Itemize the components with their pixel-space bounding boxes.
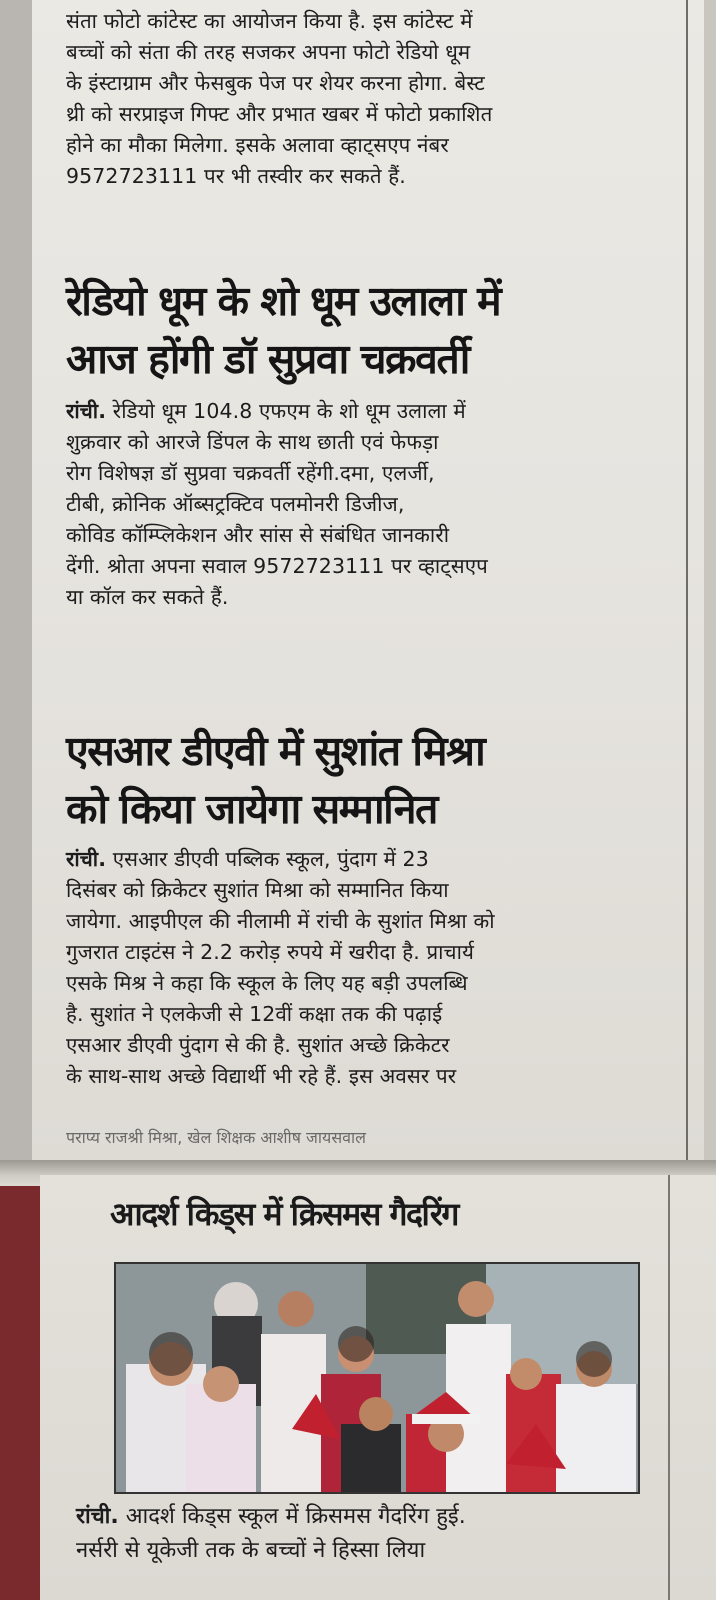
headline-line: एसआर डीएवी में सुशांत मिश्रा	[66, 727, 485, 775]
text-line: देंगी. श्रोता अपना सवाल 9572723111 पर व्हाट्सएप	[66, 554, 488, 578]
text-line: रेडियो धूम 104.8 एफएम के शो धूम उलाला में	[106, 399, 466, 423]
text-line: कोविड कॉम्प्लिकेशन और सांस से संबंधित जानकारी	[66, 523, 450, 547]
text-line: के इंस्टाग्राम और फेसबुक पेज पर शेयर करना होगा. बेस्ट	[66, 71, 485, 95]
column-rule	[686, 0, 688, 1170]
text-line: शुक्रवार को आरजे डिंपल के साथ छाती एवं फेफड़ा	[66, 430, 439, 454]
text-line: एसआर डीएवी पब्लिक स्कूल, पुंदाग में 23	[106, 847, 429, 871]
text-line: है. सुशांत ने एलकेजी से 12वीं कक्षा तक की पढ़ाई	[66, 1002, 443, 1026]
text-line: नर्सरी से यूकेजी तक के बच्चों ने हिस्सा लिया	[76, 1538, 426, 1563]
text-line: रोग विशेषज्ञ डॉ सुप्रवा चक्रवर्ती रहेंगी.दमा, एलर्जी,	[66, 461, 435, 485]
article-santa-contest	[66, 6, 666, 192]
text-line: के साथ-साथ अच्छे विद्यार्थी भी रहे हैं. इस अवसर पर	[66, 1064, 457, 1088]
text-line: गुजरात टाइटंस ने 2.2 करोड़ रुपये में खरीदा है. प्राचार्य	[66, 940, 474, 964]
text-line: एसके मिश्र ने कहा कि स्कूल के लिए यह बड़ी उपलब्धि	[66, 971, 468, 995]
article-radio-dhoom	[66, 272, 666, 613]
text-line: एसआर डीएवी पुंदाग से की है. सुशांत अच्छे क्रिकेटर	[66, 1033, 450, 1057]
article-kids-caption	[76, 1500, 676, 1568]
cut-off-text-line: पराप्य राजश्री मिश्रा, खेल शिक्षक आशीष जायसवाल	[66, 1128, 367, 1147]
article-radio-body	[66, 396, 666, 613]
text-line: बच्चों को संता की तरह सजकर अपना फोटो रेडियो धूम	[66, 40, 471, 64]
background-cloth	[0, 1160, 40, 1600]
text-line: या कॉल कर सकते हैं.	[66, 585, 229, 609]
article-radio-headline	[66, 272, 666, 388]
headline-line: रेडियो धूम के शो धूम उलाला में	[66, 277, 501, 325]
text-line: आदर्श किड्स स्कूल में क्रिसमस गैदरिंग हुई.	[118, 1504, 466, 1529]
article-cricket-headline	[66, 722, 666, 838]
article-sushant-mishra	[66, 722, 666, 1092]
dateline: रांची.	[66, 847, 107, 871]
article-cricket-body	[66, 844, 666, 1092]
christmas-gathering-photo	[114, 1262, 640, 1494]
dateline: रांची.	[76, 1504, 119, 1529]
page-edge	[704, 0, 716, 1170]
headline-line: को किया जायेगा सम्मानित	[66, 785, 437, 833]
text-line: जायेगा. आइपीएल की नीलामी में रांची के सुशांत मिश्रा को	[66, 909, 495, 933]
headline-line: आज होंगी डॉ सुप्रवा चक्रवर्ती	[66, 335, 469, 383]
text-line: संता फोटो कांटेस्ट का आयोजन किया है. इस कांटेस्ट में	[66, 9, 473, 33]
photo-illustration	[116, 1264, 638, 1492]
text-line: टीबी, क्रोनिक ऑब्सट्रक्टिव पलमोनरी डिजीज,	[66, 492, 405, 516]
text-line: होने का मौका मिलेगा. इसके अलावा व्हाट्सएप नंबर	[66, 133, 449, 157]
text-line: दिसंबर को क्रिकेटर सुशांत मिश्रा को सम्मानित किया	[66, 878, 449, 902]
article-santa-body	[66, 6, 666, 192]
text-line: थ्री को सरप्राइज गिफ्ट और प्रभात खबर में फोटो प्रकाशित	[66, 102, 493, 126]
text-line: 9572723111 पर भी तस्वीर कर सकते हैं.	[66, 164, 406, 188]
article-kids-headline: आदर्श किड्स में क्रिसमस गैदरिंग	[110, 1195, 458, 1233]
dateline: रांची.	[66, 399, 107, 423]
